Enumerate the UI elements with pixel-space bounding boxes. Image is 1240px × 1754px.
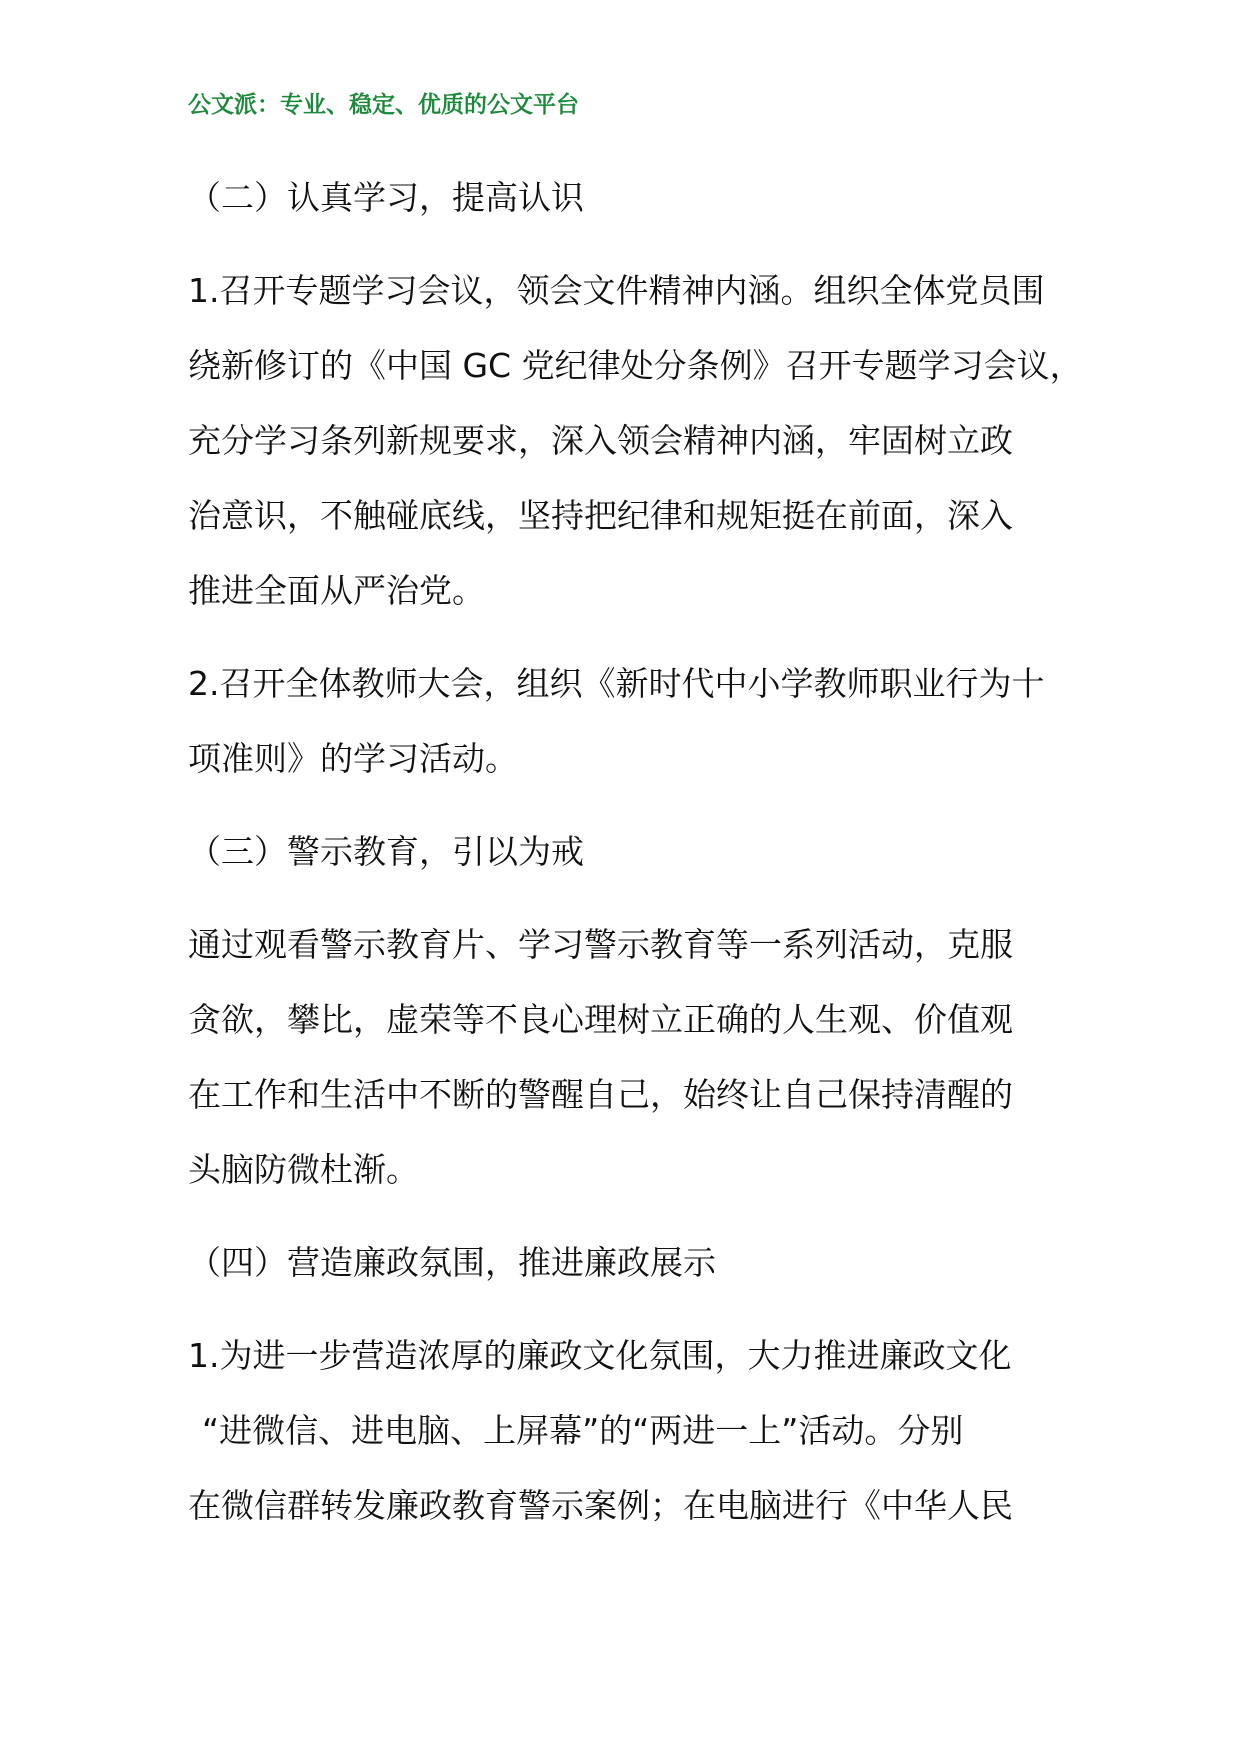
- document-body: [188, 160, 1088, 1561]
- section-heading: [188, 1225, 1088, 1300]
- text-line: 2.召开全体教师大会，组织《新时代中小学教师职业行为十: [188, 664, 1045, 703]
- text-line: 充分学习条列新规要求，深入领会精神内涵，牢固树立政: [188, 421, 1013, 460]
- paragraph: [188, 907, 1088, 1207]
- paragraph: [188, 1318, 1088, 1543]
- text-line: 推进全面从严治党。: [188, 571, 485, 610]
- text-line: 通过观看警示教育片、学习警示教育等一系列活动，克服: [188, 925, 1013, 964]
- text-line: 贪欲，攀比，虚荣等不良心理树立正确的人生观、价值观: [188, 1000, 1013, 1039]
- header-banner: 公文派：专业、稳定、优质的公文平台: [188, 92, 579, 118]
- text-line: “进微信、进电脑、上屏幕”的“两进一上”活动。分别: [202, 1411, 964, 1450]
- text-line: 1.为进一步营造浓厚的廉政文化氛围，大力推进廉政文化: [188, 1336, 1012, 1375]
- text-line: （三）警示教育，引以为戒: [188, 832, 584, 871]
- paragraph: [188, 646, 1088, 796]
- text-line: （四）营造廉政氛围，推进廉政展示: [188, 1243, 716, 1282]
- section-heading: [188, 160, 1088, 235]
- text-line: 头脑防微杜渐。: [188, 1150, 419, 1189]
- section-heading: [188, 814, 1088, 889]
- text-line: 在工作和生活中不断的警醒自己，始终让自己保持清醒的: [188, 1075, 1013, 1114]
- text-line: （二）认真学习，提高认识: [188, 178, 584, 217]
- text-line: 在微信群转发廉政教育警示案例；在电脑进行《中华人民: [188, 1486, 1013, 1525]
- text-line: 1.召开专题学习会议，领会文件精神内涵。组织全体党员围: [188, 271, 1045, 310]
- text-line: 治意识，不触碰底线，坚持把纪律和规矩挺在前面，深入: [188, 496, 1013, 535]
- text-line: 项准则》的学习活动。: [188, 739, 518, 778]
- paragraph: [188, 253, 1088, 628]
- text-line: 绕新修订的《中国 GC 党纪律处分条例》召开专题学习会议，: [188, 346, 1083, 385]
